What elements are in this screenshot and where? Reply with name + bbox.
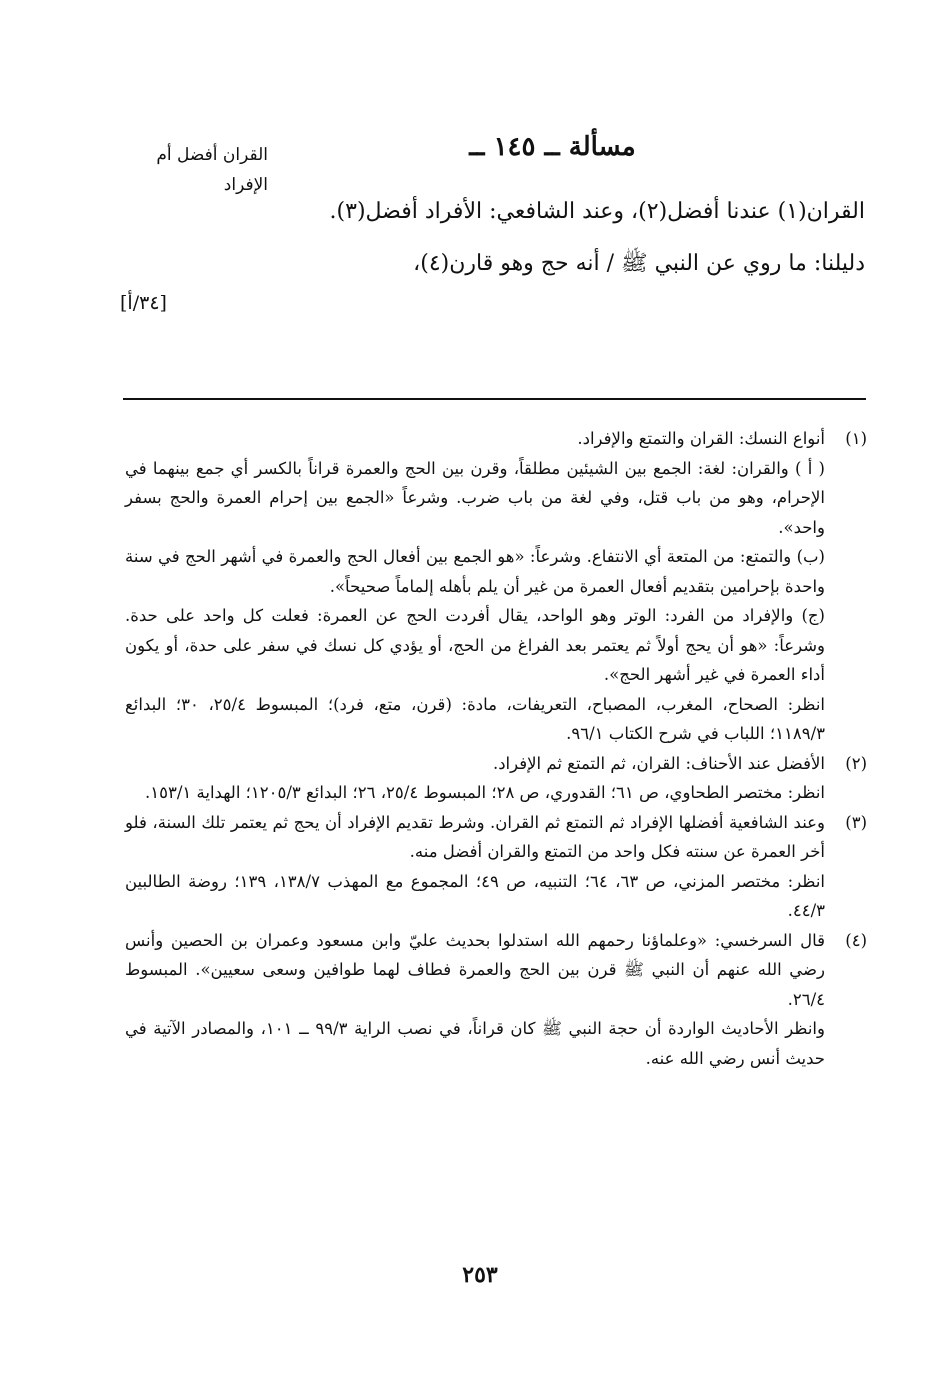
footnote-body bbox=[125, 926, 825, 1074]
footnote-body bbox=[125, 424, 825, 749]
footnote-3 bbox=[125, 808, 867, 926]
main-text bbox=[165, 186, 865, 290]
footnote-paragraph: (ب) والتمتع: من المتعة أي الانتفاع. وشرعاً: «هو الجمع بين أفعال الحج والعمرة في أشهر الحج في سنة واحدة بإحرامين بتقديم أفعال العمرة من غير أن يلم بأهله إلماماً صحيحاً». bbox=[125, 547, 825, 596]
footnote-paragraph: (ج) والإفراد من الفرد: الوتر وهو الواحد، يقال أفردت الحج عن العمرة: فعلت كل واحد على حدة. وشرعاً: «هو أن يحج أولاً ثم يعتمر بعد الفراغ من الحج، أو يؤدي كل نسك في سفر على حدة، أو يكون أداء العمرة في غير أشهر الحج». bbox=[125, 606, 825, 684]
footnote-paragraph: ( أ ) والقران: لغة: الجمع بين الشيئين مطلقاً، وقرن بين الحج والعمرة قراناً بالكسر أي جمع بينهما في الإحرام، وهو من باب قتل، وفي لغة من باب ضرب. وشرعاً «الجمع بين إحرام العمرة والحج بسفر واحد». bbox=[125, 458, 825, 537]
footnote-paragraph: وانظر الأحاديث الواردة أن حجة النبي ﷺ كان قراناً، في نصب الراية ٩٩/٣ ــ ١٠١، والمصادر الآتية في حديث أنس رضي الله عنه. bbox=[125, 1019, 825, 1068]
footnote-paragraph: قال السرخسي: «وعلماؤنا رحمهم الله استدلوا بحديث عليّ وابن مسعود وعمران بن الحصين وأنس رضي الله عنهم أن النبي ﷺ قرن بين الحج والعمرة فطاف لهما طوافين وسعى سعيين». المبسوط ٢٦/٤. bbox=[125, 930, 825, 1009]
footnote-divider bbox=[123, 398, 866, 400]
footnote-paragraph: انظر: الصحاح، المغرب، المصباح، التعريفات، مادة: (قرن، متع، فرد)؛ المبسوط ٢٥/٤، ٣٠؛ البدائع ١١٨٩/٣؛ اللباب في شرح الكتاب ٩٦/١. bbox=[125, 694, 825, 743]
footnote-2 bbox=[125, 749, 867, 808]
folio-marker: [٣٤/أ] bbox=[120, 292, 167, 314]
footnote-paragraph: وعند الشافعية أفضلها الإفراد ثم التمتع ثم القران. وشرط تقديم الإفراد أن يحج ثم يعتمر تلك السنة، فلو أخر العمرة عن سنته فكل واحد من التمتع والقران أفضل منه. bbox=[125, 812, 825, 861]
footnotes bbox=[125, 424, 867, 1073]
main-paragraph-1: القران(١) عندنا أفضل(٢)، وعند الشافعي: الأفراد أفضل(٣). bbox=[329, 199, 865, 224]
main-paragraph-2: دليلنا: ما روي عن النبي ﷺ / أنه حج وهو قارن(٤)، bbox=[413, 251, 865, 276]
footnote-paragraph: الأفضل عند الأحناف: القران، ثم التمتع ثم الإفراد. bbox=[492, 753, 825, 773]
footnote-body bbox=[125, 808, 825, 926]
footnote-paragraph: انظر: مختصر الطحاوي، ص ٦١؛ القدوري، ص ٢٨؛ المبسوط ٢٥/٤، ٢٦؛ البدائع ١٢٠٥/٣؛ الهداية ١٥٣/١. bbox=[145, 783, 825, 802]
footnote-number: (٤) bbox=[845, 930, 867, 950]
footnote-paragraph: أنواع النسك: القران والتمتع والإفراد. bbox=[577, 429, 825, 448]
footnote-1 bbox=[125, 424, 867, 749]
footnote-number: (٣) bbox=[845, 812, 867, 832]
footnote-paragraph: انظر: مختصر المزني، ص ٦٣، ٦٤؛ التنبيه، ص ٤٩؛ المجموع مع المهذب ١٣٨/٧، ١٣٩؛ روضة الطالبين ٤٤/٣. bbox=[125, 871, 826, 920]
footnote-body bbox=[125, 749, 825, 808]
margin-note-line-1: القران أفضل أم bbox=[156, 145, 268, 165]
margin-note-line-2: الإفراد bbox=[223, 175, 268, 195]
issue-heading: مسألة ــ ١٤٥ ــ bbox=[469, 132, 636, 162]
footnote-number: (١) bbox=[845, 429, 867, 448]
footnote-4 bbox=[125, 926, 867, 1074]
page-number: ٢٥٣ bbox=[462, 1262, 498, 1288]
footnote-number: (٢) bbox=[845, 753, 867, 773]
